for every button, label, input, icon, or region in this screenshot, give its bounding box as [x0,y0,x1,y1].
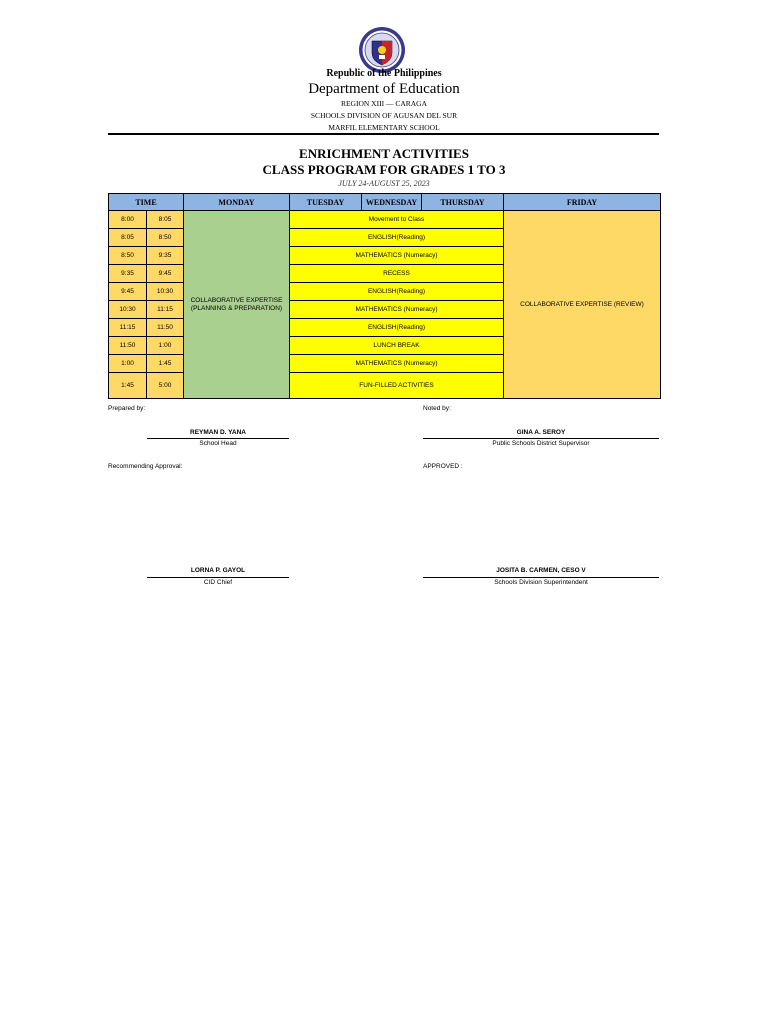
header-wednesday: WEDNESDAY [362,194,422,211]
document-subtitle: CLASS PROGRAM FOR GRADES 1 TO 3 [262,162,506,177]
start-time: 8:50 [109,247,147,265]
noted-by-label: Noted by: [423,405,451,412]
header-monday: MONDAY [184,194,290,211]
start-time: 8:00 [109,211,147,229]
header-divider [108,133,659,135]
end-time: 11:15 [147,301,184,319]
recommending-approval-label: Recommending Approval: [108,463,183,470]
noted-by-name: GINA A. SEROY [516,429,566,436]
header-thursday: THURSDAY [422,194,504,211]
signature-line [423,438,659,439]
end-time: 8:50 [147,229,184,247]
activity-cell: ENGLISH(Reading) [290,319,504,337]
end-time: 5:00 [147,373,184,399]
department-name: Department of Education [308,81,460,97]
end-time: 9:35 [147,247,184,265]
deped-seal-logo [358,26,406,74]
date-range: JULY 24-AUGUST 25, 2023 [338,179,430,188]
division-label: SCHOOLS DIVISION OF AGUSAN DEL SUR [310,111,458,120]
table-header-row [109,194,661,211]
recommending-name: LORNA P. GAYOL [190,567,246,574]
start-time: 1:00 [109,355,147,373]
noted-by-position: Public Schools District Supervisor [492,440,590,447]
activity-cell: MATHEMATICS (Numeracy) [290,355,504,373]
prepared-by-position: School Head [199,440,237,447]
start-time: 9:35 [109,265,147,283]
activity-cell: ENGLISH(Reading) [290,229,504,247]
approved-name: JOSITA B. CARMEN, CESO V [496,567,586,574]
start-time: 11:15 [109,319,147,337]
monday-block: COLLABORATIVE EXPERTISE (PLANNING & PREPARATION) [184,211,290,399]
start-time: 1:45 [109,373,147,399]
approved-position: Schools Division Superintendent [494,579,588,586]
signature-line [147,577,289,578]
end-time: 11:50 [147,319,184,337]
prepared-by-name: REYMAN D. YANA [190,429,246,436]
friday-block: COLLABORATIVE EXPERTISE (REVIEW) [504,211,661,399]
signature-line [423,577,659,578]
region-label: REGION XIII — CARAGA [340,99,428,108]
header-friday: FRIDAY [504,194,661,211]
school-name: MARFIL ELEMENTARY SCHOOL [328,123,440,132]
recommending-position: CID Chief [203,579,233,586]
end-time: 9:45 [147,265,184,283]
activity-cell: MATHEMATICS (Numeracy) [290,301,504,319]
class-program-table [108,193,661,399]
end-time: 10:30 [147,283,184,301]
table-row [109,211,661,229]
activity-cell: LUNCH BREAK [290,337,504,355]
activity-cell: MATHEMATICS (Numeracy) [290,247,504,265]
header-time: TIME [109,194,184,211]
start-time: 10:30 [109,301,147,319]
end-time: 1:45 [147,355,184,373]
activity-cell: Movement to Class [290,211,504,229]
activity-cell: RECESS [290,265,504,283]
approved-label: APPROVED : [423,463,463,470]
document-title: ENRICHMENT ACTIVITIES [299,146,469,161]
activity-cell: FUN-FILLED ACTIVITIES [290,373,504,399]
activity-cell: ENGLISH(Reading) [290,283,504,301]
start-time: 9:45 [109,283,147,301]
end-time: 1:00 [147,337,184,355]
header-tuesday: TUESDAY [290,194,362,211]
prepared-by-label: Prepared by: [108,405,146,412]
republic-label: Republic of the Philippines [326,68,442,79]
signature-line [147,438,289,439]
start-time: 8:05 [109,229,147,247]
end-time: 8:05 [147,211,184,229]
start-time: 11:50 [109,337,147,355]
